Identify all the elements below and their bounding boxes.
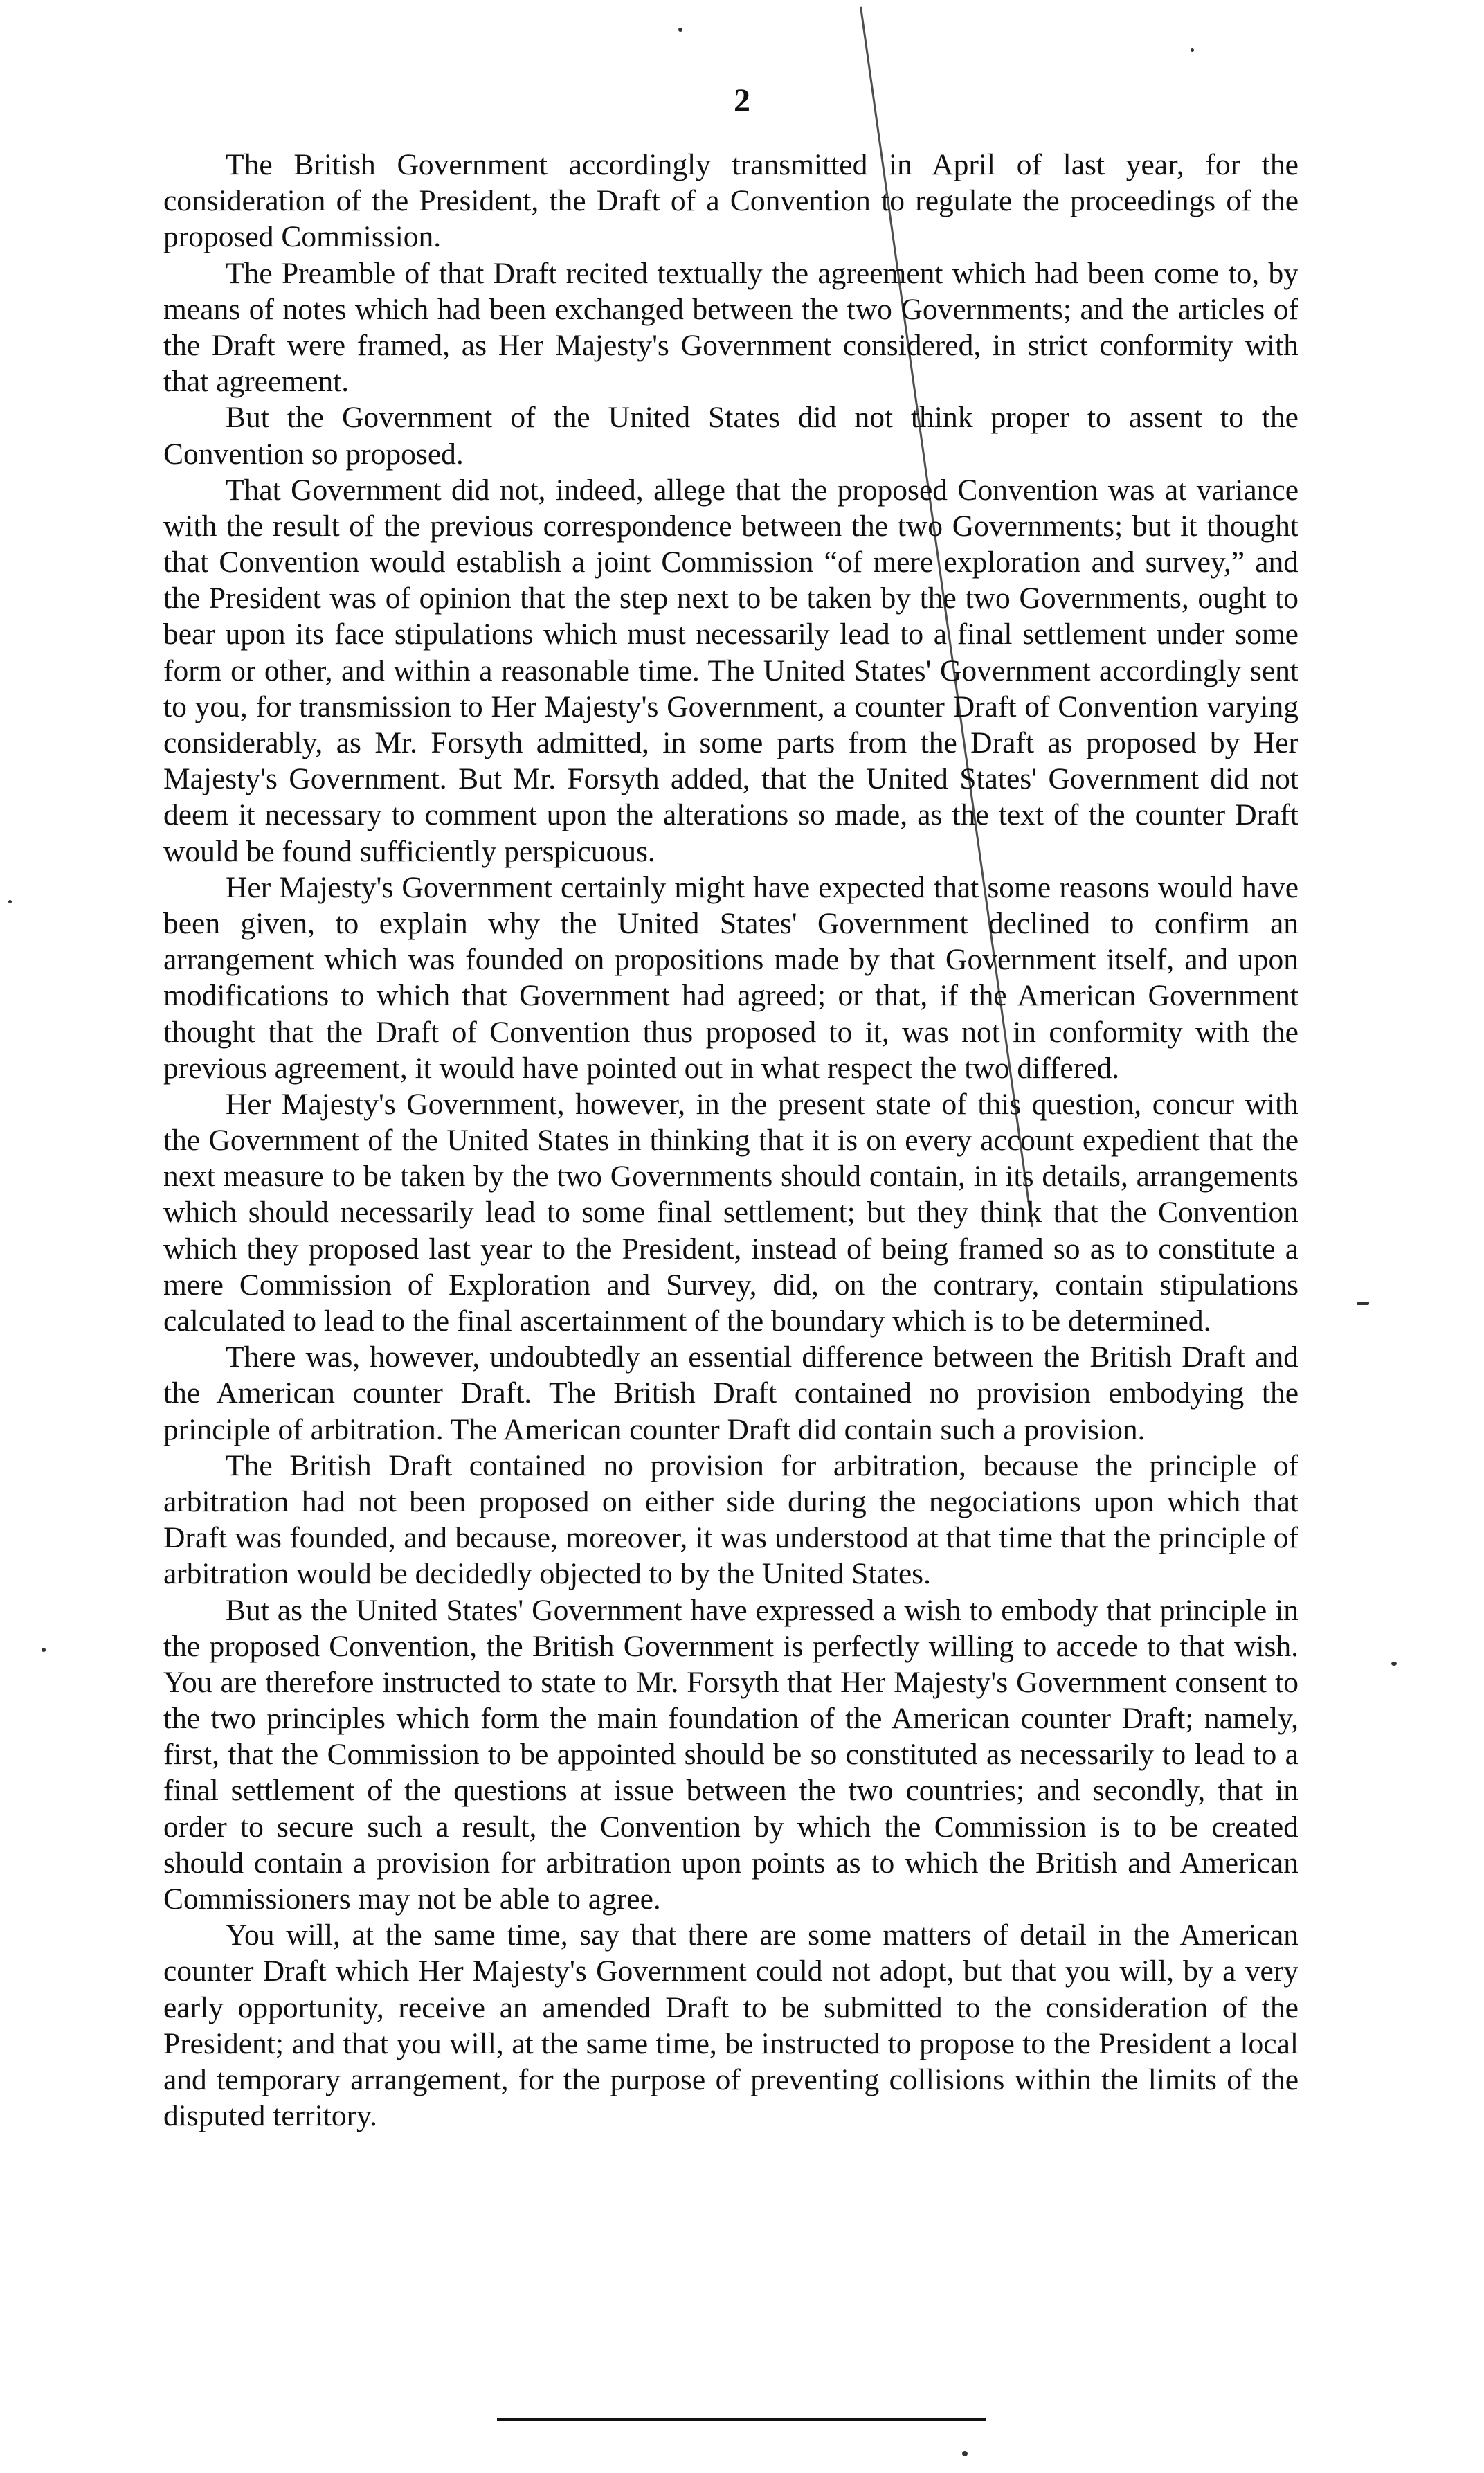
paragraph: The British Draft contained no provision for arbitration, because the principle of arbitration had not been proposed on either side during the negociations upon which that Draft was founded, and because, moreover, it was understood at that time that the principle of arbitration would be decidedly objected to by the United States.: [163, 1448, 1298, 1591]
scan-speck: [8, 900, 12, 903]
paragraph: Her Majesty's Government, however, in the present state of this question, concur with the Government of the United States in thinking that it is on every account expedient that the next measure to be taken by the two Governments should contain, in its details, arrangements which should necessarily lead to some final settlement; but they think that the Convention which they proposed last year to the President, instead of being framed so as to constitute a mere Commission of Exploration and Survey, did, on the contrary, contain stipulations calculated to lead to the final ascertainment of the boundary which is to be determined.: [163, 1087, 1298, 1338]
paragraph: That Government did not, indeed, allege that the proposed Convention was at variance with the result of the previous correspondence between the two Governments; but it thought that Convention would establish a joint Commission “of mere exploration and survey,” and the President was of opinion that the step next to be taken by the two Governments, ought to bear upon its face stipulations which must necessarily lead to a final settlement under some form or other, and within a reasonable time. The United States' Government accordingly sent to you, for transmission to Her Majesty's Government, a counter Draft of Convention varying considerably, as Mr. Forsyth admitted, in some parts from the Draft as proposed by Her Majesty's Government. But Mr. Forsyth added, that the United States' Government did not deem it necessary to comment upon the alterations so made, as the text of the counter Draft would be found sufficiently perspicuous.: [163, 473, 1298, 868]
scan-speck: [1357, 1302, 1369, 1305]
body-text: [163, 147, 1298, 2134]
scan-speck: [678, 28, 682, 32]
paragraph: There was, however, undoubtedly an essential difference between the British Draft and the American counter Draft. The British Draft contained no provision embodying the principle of arbitration. The American counter Draft did contain such a provision.: [163, 1340, 1298, 1446]
paragraph: The British Government accordingly transmitted in April of last year, for the consideration of the President, the Draft of a Convention to regulate the proceedings of the proposed Commission.: [163, 148, 1298, 254]
paragraph: But the Government of the United States did not think proper to assent to the Convention so proposed.: [163, 401, 1298, 471]
closing-rule: [497, 2418, 986, 2421]
scan-speck: [1191, 48, 1194, 52]
paragraph: You will, at the same time, say that there are some matters of detail in the American counter Draft which Her Majesty's Government could not adopt, but that you will, by a very early opportunity, receive an amended Draft to be submitted to the consideration of the President; and that you will, at the same time, be instructed to propose to the President a local and temporary arrangement, for the purpose of preventing collisions within the limits of the disputed territory.: [163, 1918, 1298, 2133]
paragraph: But as the United States' Government have expressed a wish to embody that principle in the proposed Convention, the British Government is perfectly willing to accede to that wish. You are therefore instructed to state to Mr. Forsyth that Her Majesty's Government consent to the two principles which form the main foundation of the American counter Draft; namely, first, that the Commission to be appointed should be so constituted as necessarily to lead to a final settlement of the questions at issue between the two countries; and secondly, that in order to secure such a result, the Convention by which the Commission is to be created should contain a provision for arbitration upon points as to which the British and American Commissioners may not be able to agree.: [163, 1593, 1298, 1916]
paragraph: The Preamble of that Draft recited textually the agreement which had been come to, by means of notes which had been exchanged between the two Governments; and the articles of the Draft were framed, as Her Majesty's Government considered, in strict conformity with that agreement.: [163, 256, 1298, 399]
scan-speck: [1391, 1662, 1397, 1666]
page-number: 2: [734, 82, 750, 119]
scan-speck: [962, 2451, 968, 2456]
scan-speck: [42, 1648, 46, 1652]
paragraph: Her Majesty's Government certainly might have expected that some reasons would have been given, to explain why the United States' Government declined to confirm an arrangement which was founded on propositions made by that Government itself, and upon modifications to which that Government had agreed; or that, if the American Government thought that the Draft of Convention thus proposed to it, was not in conformity with the previous agreement, it would have pointed out in what respect the two differed.: [163, 870, 1298, 1085]
